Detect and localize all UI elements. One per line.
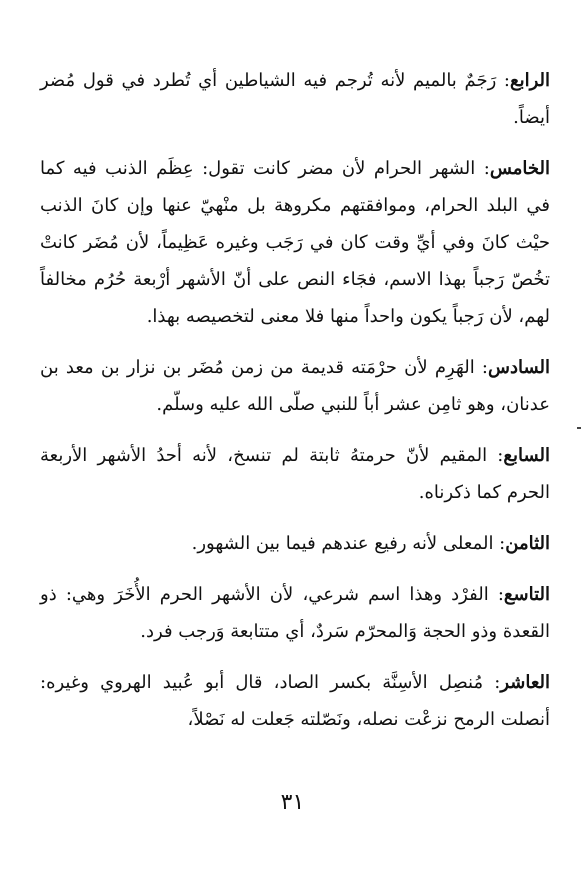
paragraph-text: : الشهر الحرام لأن مضر كانت تقول: عِظَم الذنب فيه كما في البلد الحرام، وموافقتهم مكروهة بل منْهيّ عنها وإن كانَ الذنب حيْث كانَ وفي أيِّ وقت كان في رَجَب وغيره عَظِيماً، لأن مُضَر كانتْ تخُصّ رَجباً بهذا الاسم، فجَاء النص على أنّ الأشهر أرْبعة حُرُم مخالفاً لهم، لأن رَجباً يكون واحداً منها فلا معنى لتخصيصه بهذا. [40, 158, 550, 327]
margin-mark [577, 427, 581, 429]
term-label: الثامن [505, 533, 550, 554]
paragraph-ninth [40, 576, 550, 650]
paragraph-fifth [40, 150, 550, 335]
paragraph-sixth [40, 349, 550, 423]
paragraph-text: : مُنصِل الأسِنَّة بكسر الصاد، قال أبو عُبيد الهروي وغيره: أنصلت الرمح نزعْت نصله، ونَصّلته جَعلت له نَصْلاً، [40, 672, 550, 730]
paragraph-text: : المقيم لأنّ حرمتهُ ثابتة لم تنسخ، لأنه أحدُ الأشهر الأربعة الحرم كما ذكرناه. [40, 445, 550, 503]
paragraph-text: : الفرْد وهذا اسم شرعي، لأن الأشهر الحرم الأُخَرَ وهي: ذو القعدة وذو الحجة وَالمحرّم سَردٌ، أي متتابعة وَرجب فرد. [40, 584, 550, 642]
paragraph-text: : المعلى لأنه رفيع عندهم فيما بين الشهور. [191, 533, 506, 554]
term-label: الرابع [509, 70, 550, 91]
term-label: الخامس [489, 158, 550, 179]
paragraph-tenth [40, 664, 550, 738]
term-label: السابع [503, 445, 550, 466]
paragraph-fourth [40, 62, 550, 136]
paragraph-text: : الهَرِم لأن حرْمَته قديمة من زمن مُضَر بن نزار بن معد بن عدنان، وهو ثامِن عشر أباً للنبي صلّى الله عليه وسلّم. [40, 357, 550, 415]
term-label: السادس [487, 357, 550, 378]
term-label: التاسع [503, 584, 550, 605]
term-label: العاشر [500, 672, 550, 693]
page-body [40, 62, 550, 752]
paragraph-text: : رَجَمٌ بالميم لأنه تُرجم فيه الشياطين أي تُطرد في قول مُضر أيضاً. [40, 70, 550, 128]
paragraph-eighth [40, 525, 550, 562]
paragraph-seventh [40, 437, 550, 511]
page-number: ٣١ [280, 790, 305, 815]
